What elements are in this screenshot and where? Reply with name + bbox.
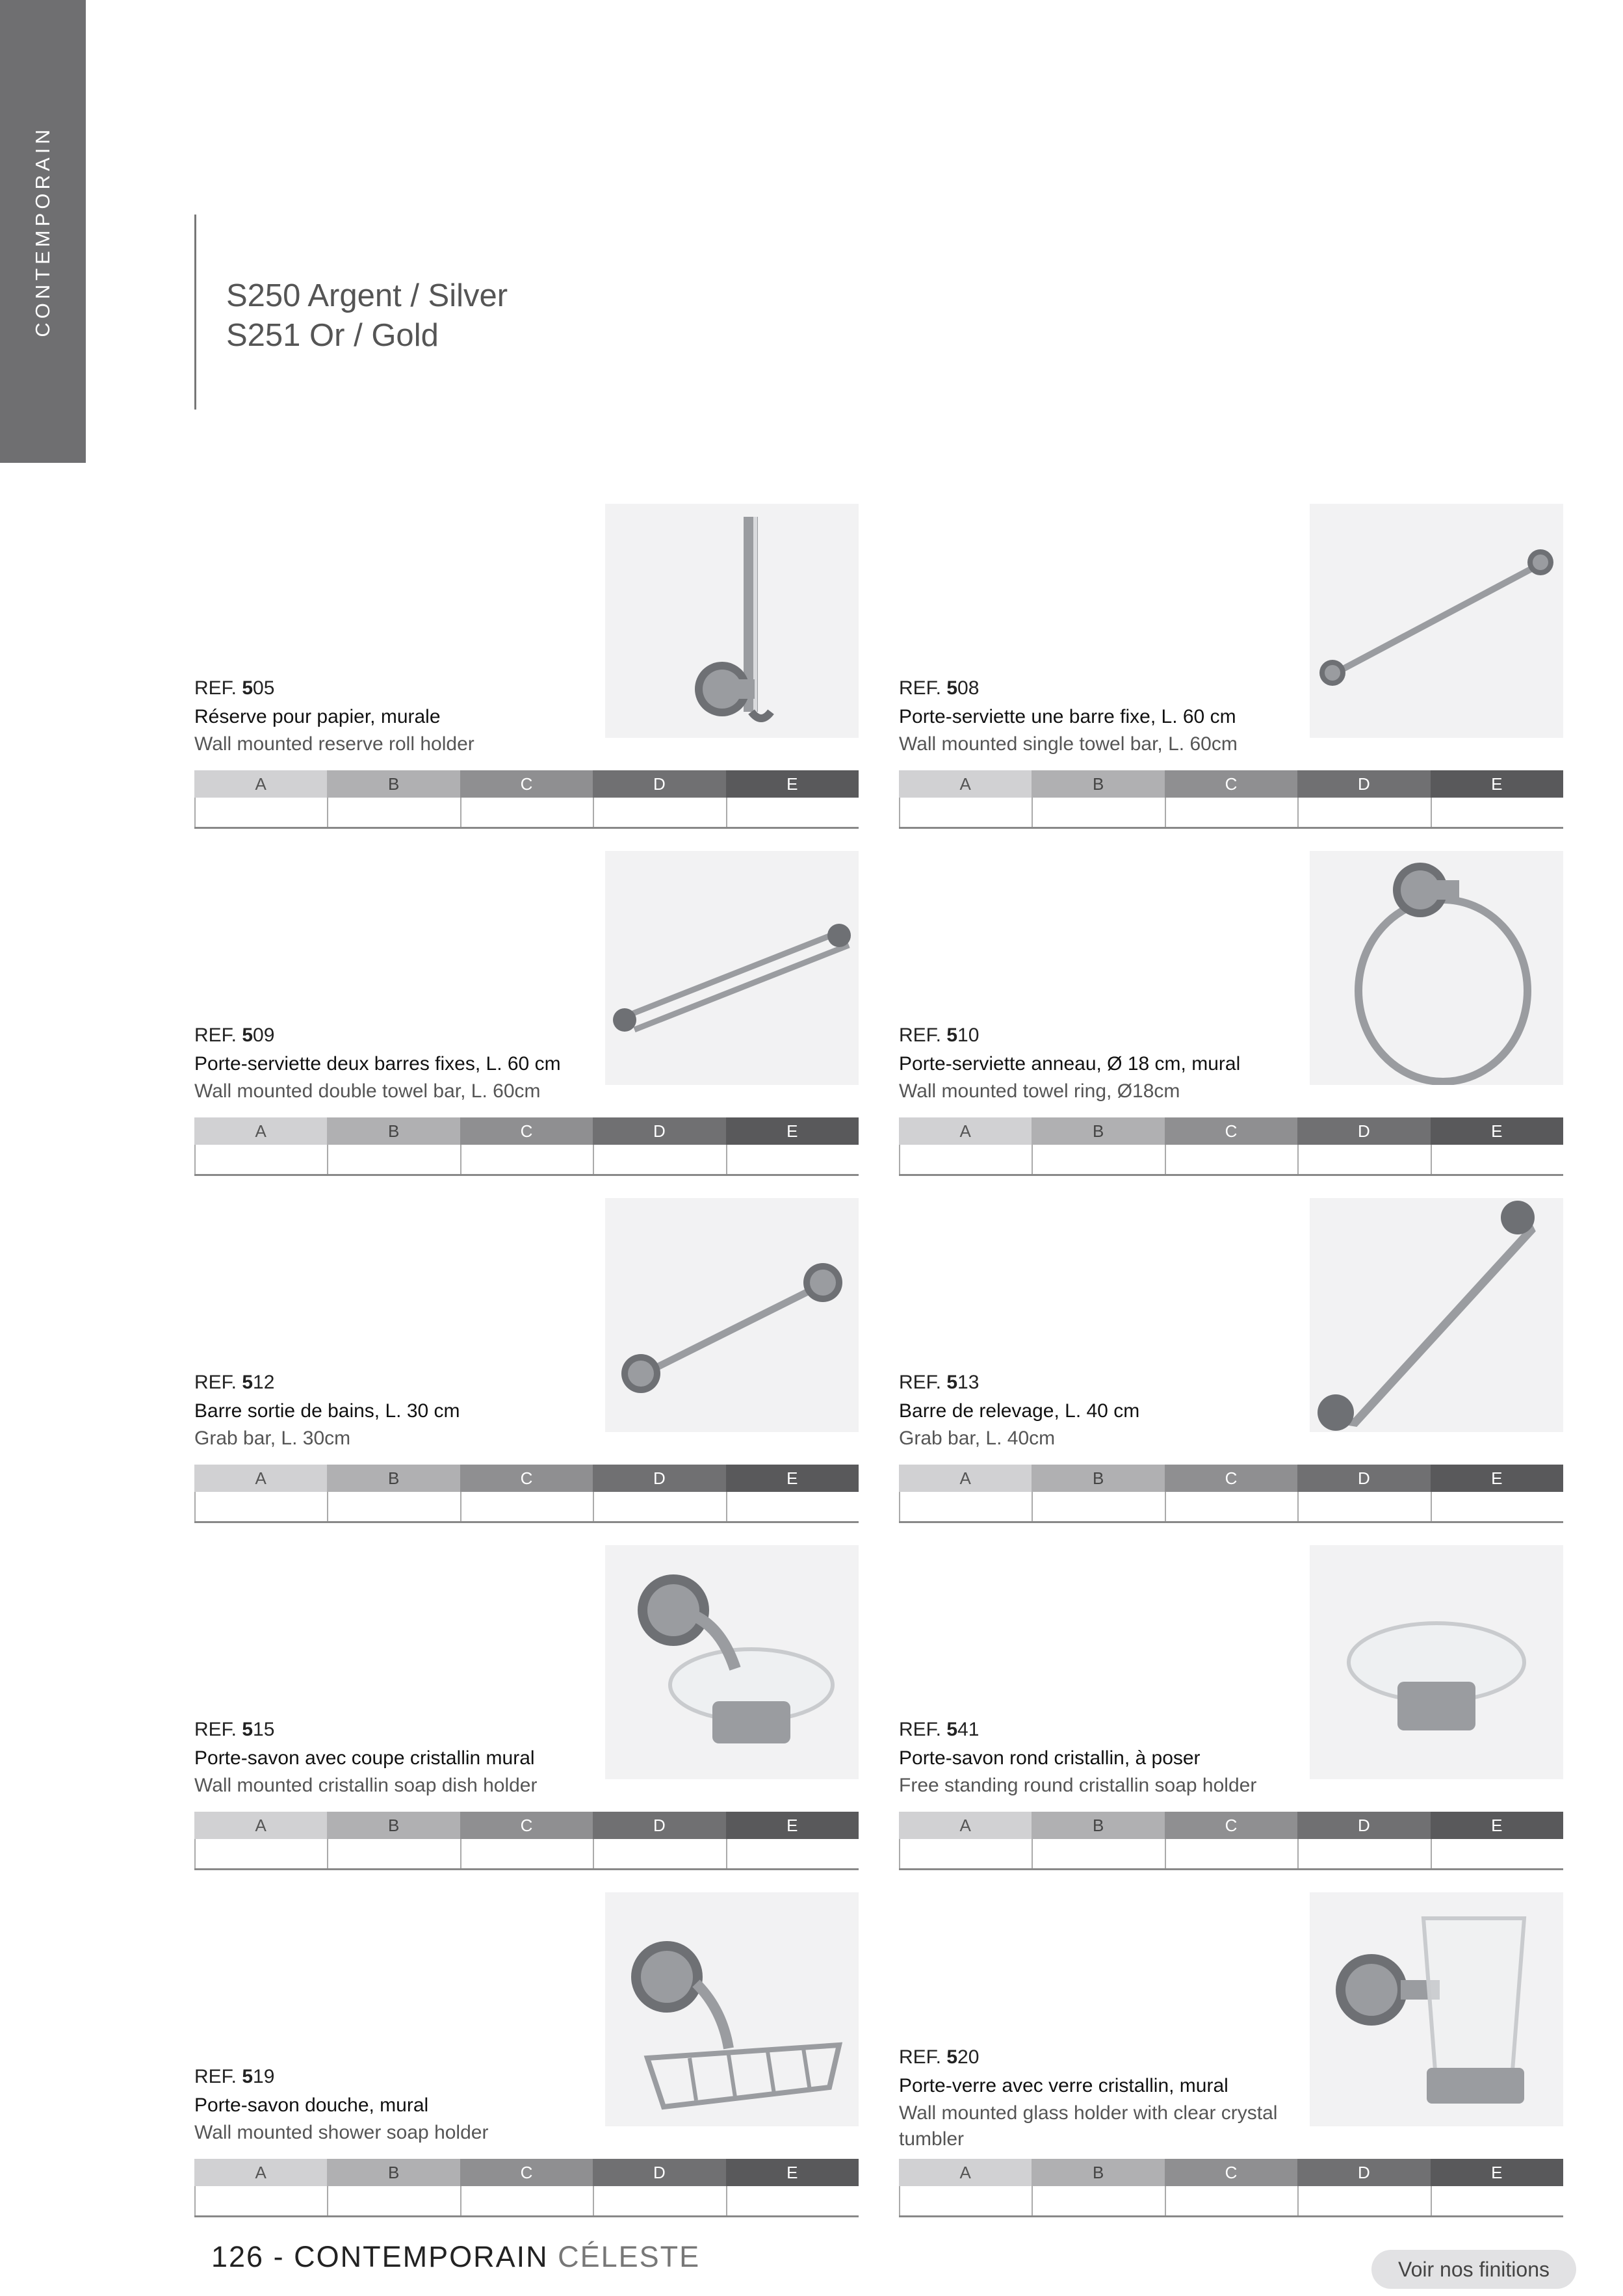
finish-column-b: B (1032, 1117, 1164, 1145)
finish-column-a: A (194, 1117, 327, 1145)
product-card (899, 851, 1563, 1176)
finish-header-row (899, 1117, 1563, 1145)
product-info (194, 1715, 610, 1799)
finish-value-row (194, 1145, 859, 1174)
product-name-fr: Porte-savon avec coupe cristallin mural (194, 1747, 535, 1769)
shower-soap-basket-image (605, 1892, 859, 2126)
product-name-en: Free standing round cristallin soap holder (899, 1775, 1257, 1796)
finish-column-d: D (593, 1117, 725, 1145)
product-info (194, 1368, 610, 1452)
finish-cell-e[interactable] (726, 798, 859, 827)
finish-cell-c[interactable] (460, 1145, 593, 1174)
finish-column-b: B (327, 2159, 460, 2186)
finish-column-d: D (1297, 2159, 1430, 2186)
finish-column-c: C (460, 1117, 593, 1145)
finish-value-row (899, 2186, 1563, 2215)
finish-cell-d[interactable] (593, 798, 725, 827)
finish-cell-c[interactable] (460, 2186, 593, 2215)
finish-cell-e[interactable] (726, 1492, 859, 1521)
product-ref: REF. 519 (194, 2066, 275, 2087)
product-info (194, 674, 610, 757)
finish-column-b: B (327, 1465, 460, 1492)
finish-column-e: E (726, 2159, 859, 2186)
finish-column-a: A (899, 770, 1032, 798)
product-ref: REF. 509 (194, 1024, 275, 1046)
finish-column-e: E (1431, 1465, 1563, 1492)
finish-value-row (899, 1839, 1563, 1868)
product-ref: REF. 510 (899, 1024, 980, 1046)
finish-column-e: E (726, 1812, 859, 1839)
finish-header-row (194, 1117, 859, 1145)
double-towel-bar-image (605, 851, 859, 1085)
finish-table (194, 1465, 859, 1523)
finish-column-c: C (1165, 2159, 1297, 2186)
finish-cell-b[interactable] (327, 1145, 460, 1174)
product-card (194, 1198, 859, 1523)
product-name-en: Grab bar, L. 40cm (899, 1428, 1056, 1449)
finish-table (194, 1117, 859, 1176)
product-name-fr: Porte-savon douche, mural (194, 2094, 429, 2116)
finish-column-e: E (726, 1117, 859, 1145)
finish-cell-d[interactable] (1297, 1492, 1430, 1521)
product-card (899, 1892, 1563, 2217)
side-tab (0, 0, 86, 463)
side-tab-label: CONTEMPORAIN (31, 125, 54, 337)
finish-column-b: B (327, 1812, 460, 1839)
product-name-en: Wall mounted towel ring, Ø18cm (899, 1080, 1180, 1102)
finish-column-c: C (460, 770, 593, 798)
wall-soap-dish-image (605, 1545, 859, 1779)
product-ref: REF. 512 (194, 1372, 275, 1393)
finish-column-c: C (1165, 770, 1297, 798)
finish-table (899, 1117, 1563, 1176)
finish-cell-a[interactable] (194, 1839, 327, 1868)
finish-column-a: A (194, 1812, 327, 1839)
finish-column-a: A (194, 2159, 327, 2186)
finish-column-b: B (1032, 1465, 1164, 1492)
finish-cell-b[interactable] (1032, 1145, 1164, 1174)
finish-table (899, 1465, 1563, 1523)
finish-cell-c[interactable] (1165, 1839, 1297, 1868)
finish-column-d: D (593, 2159, 725, 2186)
finish-header-row (194, 1812, 859, 1839)
finish-column-d: D (1297, 1117, 1430, 1145)
product-card (194, 504, 859, 829)
product-card (899, 1545, 1563, 1870)
product-ref: REF. 515 (194, 1719, 275, 1740)
product-card (194, 851, 859, 1176)
finish-column-b: B (327, 770, 460, 798)
product-info (899, 1715, 1315, 1799)
finish-cell-e[interactable] (726, 2186, 859, 2215)
finish-cell-d[interactable] (593, 2186, 725, 2215)
finish-cell-b[interactable] (1032, 798, 1164, 827)
product-info (194, 1021, 610, 1104)
product-name-fr: Porte-verre avec verre cristallin, mural (899, 2075, 1228, 2096)
finish-column-a: A (899, 1812, 1032, 1839)
finish-cell-e[interactable] (1431, 1492, 1563, 1521)
finish-column-c: C (1165, 1812, 1297, 1839)
finish-value-row (899, 1145, 1563, 1174)
finish-column-a: A (899, 2159, 1032, 2186)
product-name-en: Grab bar, L. 30cm (194, 1428, 351, 1449)
finish-cell-e[interactable] (1431, 1839, 1563, 1868)
product-ref: REF. 508 (899, 677, 980, 699)
finish-header-row (194, 1465, 859, 1492)
finish-cell-d[interactable] (1297, 1145, 1430, 1174)
finish-column-d: D (1297, 770, 1430, 798)
finish-cell-c[interactable] (1165, 1145, 1297, 1174)
finish-cell-c[interactable] (1165, 798, 1297, 827)
finish-column-b: B (1032, 1812, 1164, 1839)
finish-cell-d[interactable] (1297, 2186, 1430, 2215)
product-name-fr: Porte-serviette une barre fixe, L. 60 cm (899, 706, 1236, 727)
finish-column-c: C (460, 1812, 593, 1839)
product-ref: REF. 513 (899, 1372, 980, 1393)
finish-cell-b[interactable] (327, 798, 460, 827)
finish-cell-a[interactable] (899, 1492, 1032, 1521)
finish-cell-e[interactable] (1431, 2186, 1563, 2215)
product-card (194, 1545, 859, 1870)
finish-value-row (899, 798, 1563, 827)
finish-cell-d[interactable] (1297, 798, 1430, 827)
finish-column-e: E (1431, 1117, 1563, 1145)
glass-holder-image (1310, 1892, 1563, 2126)
finish-cell-d[interactable] (1297, 1839, 1430, 1868)
page-footer: 126 - CONTEMPORAIN CÉLESTE (211, 2240, 701, 2273)
finish-cell-a[interactable] (899, 798, 1032, 827)
finish-column-e: E (726, 1465, 859, 1492)
finish-cell-b[interactable] (1032, 2186, 1164, 2215)
finish-cell-b[interactable] (1032, 1839, 1164, 1868)
finish-cell-a[interactable] (194, 2186, 327, 2215)
product-name-en: Wall mounted single towel bar, L. 60cm (899, 733, 1238, 755)
finish-value-row (194, 1839, 859, 1868)
product-name-en: Wall mounted reserve roll holder (194, 733, 474, 755)
header-rule (194, 215, 196, 410)
finish-value-row (194, 2186, 859, 2215)
product-name-fr: Porte-serviette deux barres fixes, L. 60 cm (194, 1053, 561, 1075)
finish-value-row (194, 1492, 859, 1521)
page-number: 126 (211, 2240, 265, 2273)
title-line-silver: S250 Argent / Silver (226, 278, 508, 313)
title-line-gold: S251 Or / Gold (226, 318, 439, 353)
product-info (899, 1021, 1315, 1104)
finish-column-a: A (899, 1465, 1032, 1492)
finish-cell-e[interactable] (726, 1145, 859, 1174)
finish-column-c: C (1165, 1117, 1297, 1145)
finish-table (899, 770, 1563, 829)
finish-cell-d[interactable] (593, 1492, 725, 1521)
finish-cell-a[interactable] (899, 1145, 1032, 1174)
finish-table (194, 1812, 859, 1870)
finish-cell-e[interactable] (726, 1839, 859, 1868)
finish-header-row (899, 2159, 1563, 2186)
finish-cell-c[interactable] (460, 1839, 593, 1868)
finish-cell-b[interactable] (327, 2186, 460, 2215)
finish-cell-a[interactable] (899, 2186, 1032, 2215)
finish-column-d: D (1297, 1465, 1430, 1492)
finish-column-c: C (460, 1465, 593, 1492)
finish-column-a: A (194, 770, 327, 798)
product-card (899, 504, 1563, 829)
product-name-en: Wall mounted cristallin soap dish holder (194, 1775, 538, 1796)
finish-column-d: D (593, 1465, 725, 1492)
finish-column-c: C (460, 2159, 593, 2186)
finish-cell-b[interactable] (1032, 1492, 1164, 1521)
finish-column-a: A (899, 1117, 1032, 1145)
towel-ring-image (1310, 851, 1563, 1085)
single-towel-bar-image (1310, 504, 1563, 738)
finish-value-row (899, 1492, 1563, 1521)
finish-column-d: D (593, 1812, 725, 1839)
grab-bar-30-image (605, 1198, 859, 1432)
finish-column-a: A (194, 1465, 327, 1492)
product-info (899, 674, 1315, 757)
view-finishes-button[interactable]: Voir nos finitions (1371, 2250, 1576, 2289)
series-name: CÉLESTE (548, 2240, 701, 2273)
product-name-fr: Barre sortie de bains, L. 30 cm (194, 1400, 460, 1422)
finish-cell-c[interactable] (1165, 2186, 1297, 2215)
finish-column-d: D (593, 770, 725, 798)
finish-column-d: D (1297, 1812, 1430, 1839)
finish-cell-a[interactable] (194, 798, 327, 827)
finish-header-row (194, 770, 859, 798)
product-ref: REF. 505 (194, 677, 275, 699)
product-name-en: Wall mounted double towel bar, L. 60cm (194, 1080, 541, 1102)
product-name-fr: Porte-savon rond cristallin, à poser (899, 1747, 1201, 1769)
reserve-roll-holder-image (605, 504, 859, 738)
collection-name: CONTEMPORAIN (294, 2240, 549, 2273)
finish-value-row (194, 798, 859, 827)
grab-bar-40-image (1310, 1198, 1563, 1432)
finish-table (194, 2159, 859, 2217)
finish-cell-c[interactable] (1165, 1492, 1297, 1521)
standing-soap-dish-image (1310, 1545, 1563, 1779)
product-name-fr: Barre de relevage, L. 40 cm (899, 1400, 1140, 1422)
product-ref: REF. 541 (899, 1719, 980, 1740)
finish-column-b: B (1032, 770, 1164, 798)
finish-table (899, 2159, 1563, 2217)
finish-cell-c[interactable] (460, 798, 593, 827)
product-info (899, 2043, 1315, 2152)
finish-cell-a[interactable] (194, 1145, 327, 1174)
product-card (194, 1892, 859, 2217)
product-ref: REF. 520 (899, 2046, 980, 2068)
finish-cell-d[interactable] (593, 1839, 725, 1868)
finish-cell-a[interactable] (899, 1839, 1032, 1868)
finish-cell-e[interactable] (1431, 1145, 1563, 1174)
product-card (899, 1198, 1563, 1523)
finish-header-row (899, 1812, 1563, 1839)
finish-column-b: B (1032, 2159, 1164, 2186)
finish-cell-e[interactable] (1431, 798, 1563, 827)
finish-cell-b[interactable] (327, 1839, 460, 1868)
finish-cell-b[interactable] (327, 1492, 460, 1521)
finish-header-row (194, 2159, 859, 2186)
finish-cell-d[interactable] (593, 1145, 725, 1174)
product-name-fr: Réserve pour papier, murale (194, 706, 441, 727)
product-name-en: Wall mounted shower soap holder (194, 2122, 489, 2143)
finish-cell-c[interactable] (460, 1492, 593, 1521)
finish-header-row (899, 770, 1563, 798)
finish-column-e: E (1431, 2159, 1563, 2186)
finish-column-e: E (726, 770, 859, 798)
finish-column-b: B (327, 1117, 460, 1145)
page-title (226, 276, 508, 356)
product-name-en: Wall mounted glass holder with clear crystal tumbler (899, 2102, 1278, 2150)
finish-header-row (899, 1465, 1563, 1492)
product-info (899, 1368, 1315, 1452)
finish-cell-a[interactable] (194, 1492, 327, 1521)
product-info (194, 2063, 610, 2146)
product-name-fr: Porte-serviette anneau, Ø 18 cm, mural (899, 1053, 1241, 1075)
finish-table (194, 770, 859, 829)
finish-column-c: C (1165, 1465, 1297, 1492)
finish-table (899, 1812, 1563, 1870)
finish-column-e: E (1431, 770, 1563, 798)
finish-column-e: E (1431, 1812, 1563, 1839)
